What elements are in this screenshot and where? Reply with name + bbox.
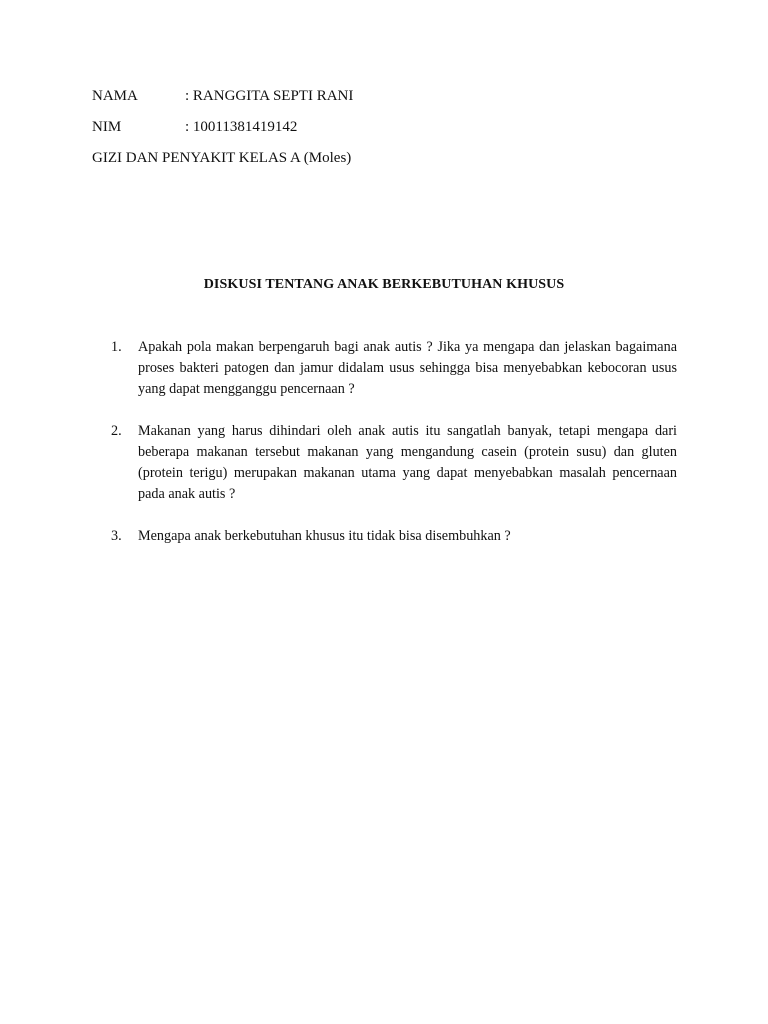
nim-value: : 10011381419142 [185,119,298,135]
question-item [92,421,677,505]
question-number: 1. [111,339,122,355]
question-number: 3. [111,528,122,544]
question-number: 2. [111,423,122,439]
question-text: Apakah pola makan berpengaruh bagi anak autis ? Jika ya mengapa dan jelaskan bagaimana proses bakteri patogen dan jamur didalam usus sehingga bisa menyebabkan kebocoran usus yang dapat mengganggu pencernaan ? [138,339,677,397]
name-label: NAMA [92,88,138,104]
name-row [92,87,353,105]
nim-label: NIM [92,119,122,135]
nim-row [92,118,297,136]
course-line: GIZI DAN PENYAKIT KELAS A (Moles) [92,150,352,166]
name-value: : RANGGITA SEPTI RANI [185,88,354,104]
question-text: Mengapa anak berkebutuhan khusus itu tidak bisa disembuhkan ? [138,528,511,544]
question-text: Makanan yang harus dihindari oleh anak autis itu sangatlah banyak, tetapi mengapa dari beberapa makanan tersebut makanan yang mengandung casein (protein susu) dan gluten (protein terigu) merupakan makanan utama yang dapat menyebabkan masalah pencernaan pada anak autis ? [138,423,677,502]
document-title: DISKUSI TENTANG ANAK BERKEBUTUHAN KHUSUS [203,277,565,292]
question-item [92,337,677,400]
question-list [92,337,677,568]
question-item [92,526,677,547]
